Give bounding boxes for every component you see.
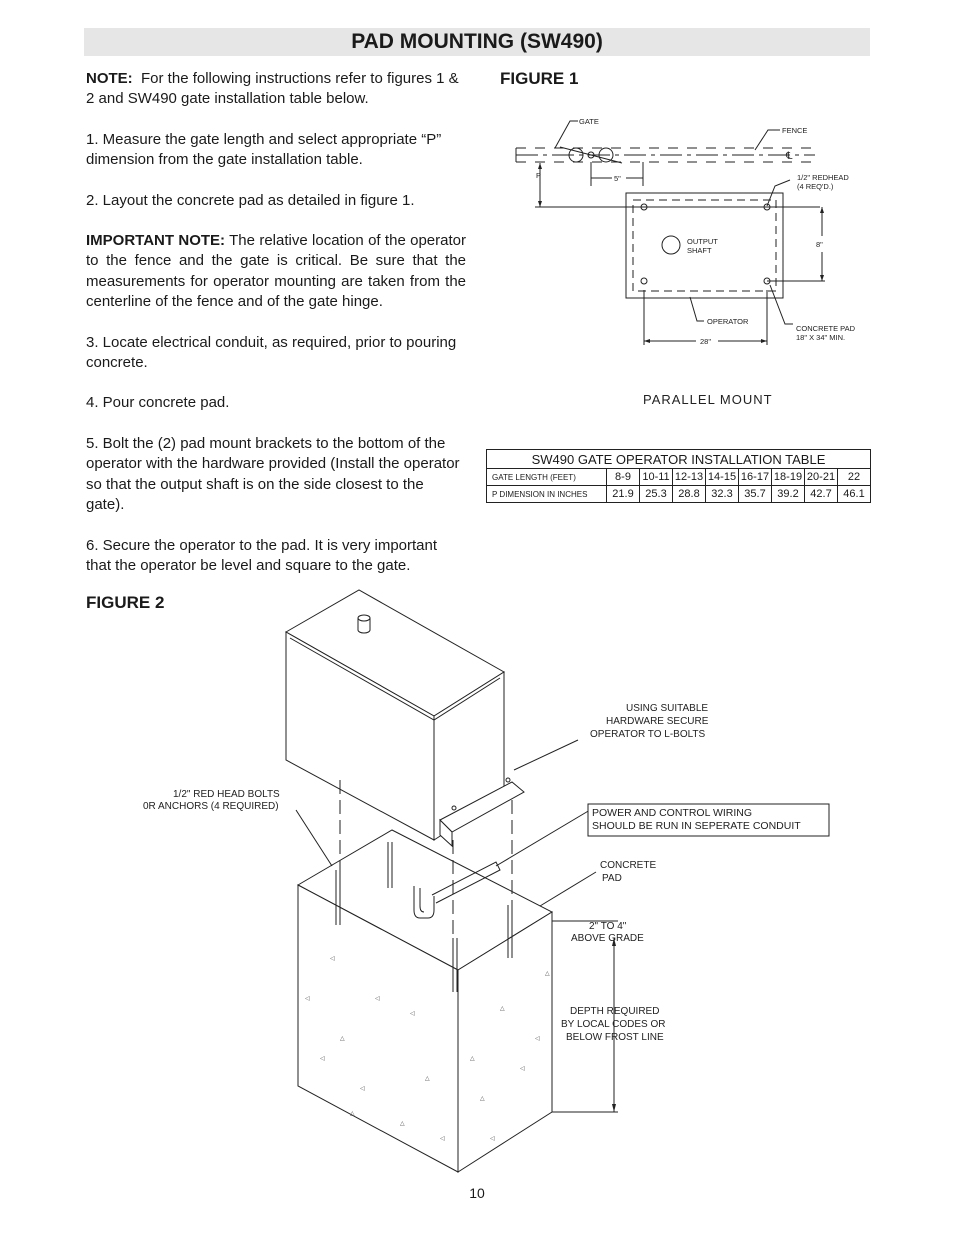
figure-1-drawing <box>0 0 954 420</box>
svg-text:◁: ◁ <box>520 1066 525 1072</box>
page-number: 10 <box>469 1185 485 1201</box>
svg-text:◁: ◁ <box>330 956 335 962</box>
svg-text:◁: ◁ <box>490 1136 495 1142</box>
figure-1-label: FIGURE 1 <box>500 69 579 88</box>
important-text: The relative location of the operator to the fence and the gate is critical. Be sure that the measurements for operator mounting are taken from the centerline of the fence and of the gate hinge. <box>86 232 466 311</box>
gate-length-cell: 20-21 <box>805 469 838 486</box>
fig1-gate-label: GATE <box>579 117 599 126</box>
row-label-p-dimension: P DIMENSION IN INCHES <box>487 486 607 503</box>
note-text: For the following instructions refer to figures 1 & 2 and SW490 gate installation table below. <box>86 70 459 108</box>
svg-text:△: △ <box>470 1056 475 1062</box>
fig2-bolts-1: 1/2" RED HEAD BOLTS <box>173 789 280 800</box>
p-dimension-cell: 32.3 <box>706 486 739 503</box>
row-label-gate-length: GATE LENGTH (FEET) <box>487 469 607 486</box>
p-dimension-cell: 39.2 <box>772 486 805 503</box>
gate-length-cell: 8-9 <box>607 469 640 486</box>
table-row-p-dimension <box>487 486 871 503</box>
svg-text:△: △ <box>350 1111 355 1117</box>
svg-text:△: △ <box>545 971 550 977</box>
svg-text:◁: ◁ <box>375 996 380 1002</box>
fig2-pad-1: CONCRETE <box>600 860 657 871</box>
fig2-bolts-2: 0R ANCHORS (4 REQUIRED) <box>143 801 279 812</box>
fig2-grade-1: 2" TO 4" <box>589 921 627 932</box>
svg-text:△: △ <box>500 1006 505 1012</box>
gate-length-cell: 10-11 <box>640 469 673 486</box>
p-dimension-cell: 25.3 <box>640 486 673 503</box>
table-row-gate-length <box>487 469 871 486</box>
step-3: 3. Locate electrical conduit, as required, prior to pouring concrete. <box>86 333 457 372</box>
fig2-wiring-1: POWER AND CONTROL WIRING <box>592 807 753 819</box>
step-4: 4. Pour concrete pad. <box>86 394 230 412</box>
fig1-caption: PARALLEL MOUNT <box>643 392 773 407</box>
p-dimension-cell: 42.7 <box>805 486 838 503</box>
figure-2-label: FIGURE 2 <box>86 593 165 612</box>
p-dimension-cell: 35.7 <box>739 486 772 503</box>
fig1-28in-label: 28" <box>700 337 712 346</box>
gate-length-cell: 22 <box>838 469 871 486</box>
fig2-hardware-3: OPERATOR TO L-BOLTS <box>590 729 706 740</box>
fig2-hardware-2: HARDWARE SECURE <box>606 716 709 727</box>
fig1-pad-size: 18" X 34" MIN. <box>796 333 846 342</box>
fig2-grade-2: ABOVE GRADE <box>571 933 644 944</box>
fig1-centerline-mark: ℄ <box>786 151 793 162</box>
svg-text:◁: ◁ <box>305 996 310 1002</box>
page-title: PAD MOUNTING (SW490) <box>351 30 603 53</box>
svg-text:◁: ◁ <box>535 1036 540 1042</box>
gate-length-cell: 14-15 <box>706 469 739 486</box>
svg-text:△: △ <box>480 1096 485 1102</box>
fig1-5in-label: 5" <box>614 174 621 183</box>
fig1-shaft-label: SHAFT <box>687 246 712 255</box>
fig2-wiring-2: SHOULD BE RUN IN SEPERATE CONDUIT <box>592 820 801 832</box>
fig1-operator-label: OPERATOR <box>707 317 749 326</box>
step-1: 1. Measure the gate length and select appropriate “P” dimension from the gate installation table. <box>86 130 442 169</box>
fig2-depth-1: DEPTH REQUIRED <box>570 1006 660 1017</box>
gate-length-cell: 16-17 <box>739 469 772 486</box>
step-6: 6. Secure the operator to the pad. It is very important that the operator be level and square to the gate. <box>86 536 438 574</box>
p-dimension-cell: 21.9 <box>607 486 640 503</box>
fig2-pad-2: PAD <box>602 873 622 884</box>
step-5: 5. Bolt the (2) pad mount brackets to the bottom of the operator with the hardware provided (Install the operator so that the output shaft is on the side closest to the gate). <box>86 434 460 514</box>
note-label: NOTE: <box>86 70 133 87</box>
svg-text:◁: ◁ <box>360 1086 365 1092</box>
svg-text:△: △ <box>340 1036 345 1042</box>
fig2-depth-2: BY LOCAL CODES OR <box>561 1019 666 1030</box>
fig1-redhead-label: 1/2" REDHEAD <box>797 173 849 182</box>
fig1-fence-label: FENCE <box>782 126 808 135</box>
fig1-pad-label: CONCRETE PAD <box>796 324 856 333</box>
fig2-depth-3: BELOW FROST LINE <box>566 1032 664 1043</box>
fig1-8in-label: 8" <box>816 240 823 249</box>
svg-text:△: △ <box>400 1121 405 1127</box>
svg-text:◁: ◁ <box>410 1011 415 1017</box>
svg-text:◁: ◁ <box>440 1136 445 1142</box>
fig1-p-label: P <box>536 171 542 180</box>
gate-length-cell: 18-19 <box>772 469 805 486</box>
fig1-output-label: OUTPUT <box>687 237 718 246</box>
figure-2-drawing <box>0 580 954 1180</box>
svg-text:△: △ <box>425 1076 430 1082</box>
fig1-redhead-qty: (4 REQ'D.) <box>797 182 834 191</box>
installation-table <box>486 449 871 503</box>
important-label: IMPORTANT NOTE: <box>86 232 226 250</box>
p-dimension-cell: 46.1 <box>838 486 871 503</box>
fig2-hardware-1: USING SUITABLE <box>626 703 709 714</box>
svg-text:◁: ◁ <box>320 1056 325 1062</box>
gate-length-cell: 12-13 <box>673 469 706 486</box>
p-dimension-cell: 28.8 <box>673 486 706 503</box>
table-title: SW490 GATE OPERATOR INSTALLATION TABLE <box>487 450 871 469</box>
step-2: 2. Layout the concrete pad as detailed in figure 1. <box>86 191 415 209</box>
